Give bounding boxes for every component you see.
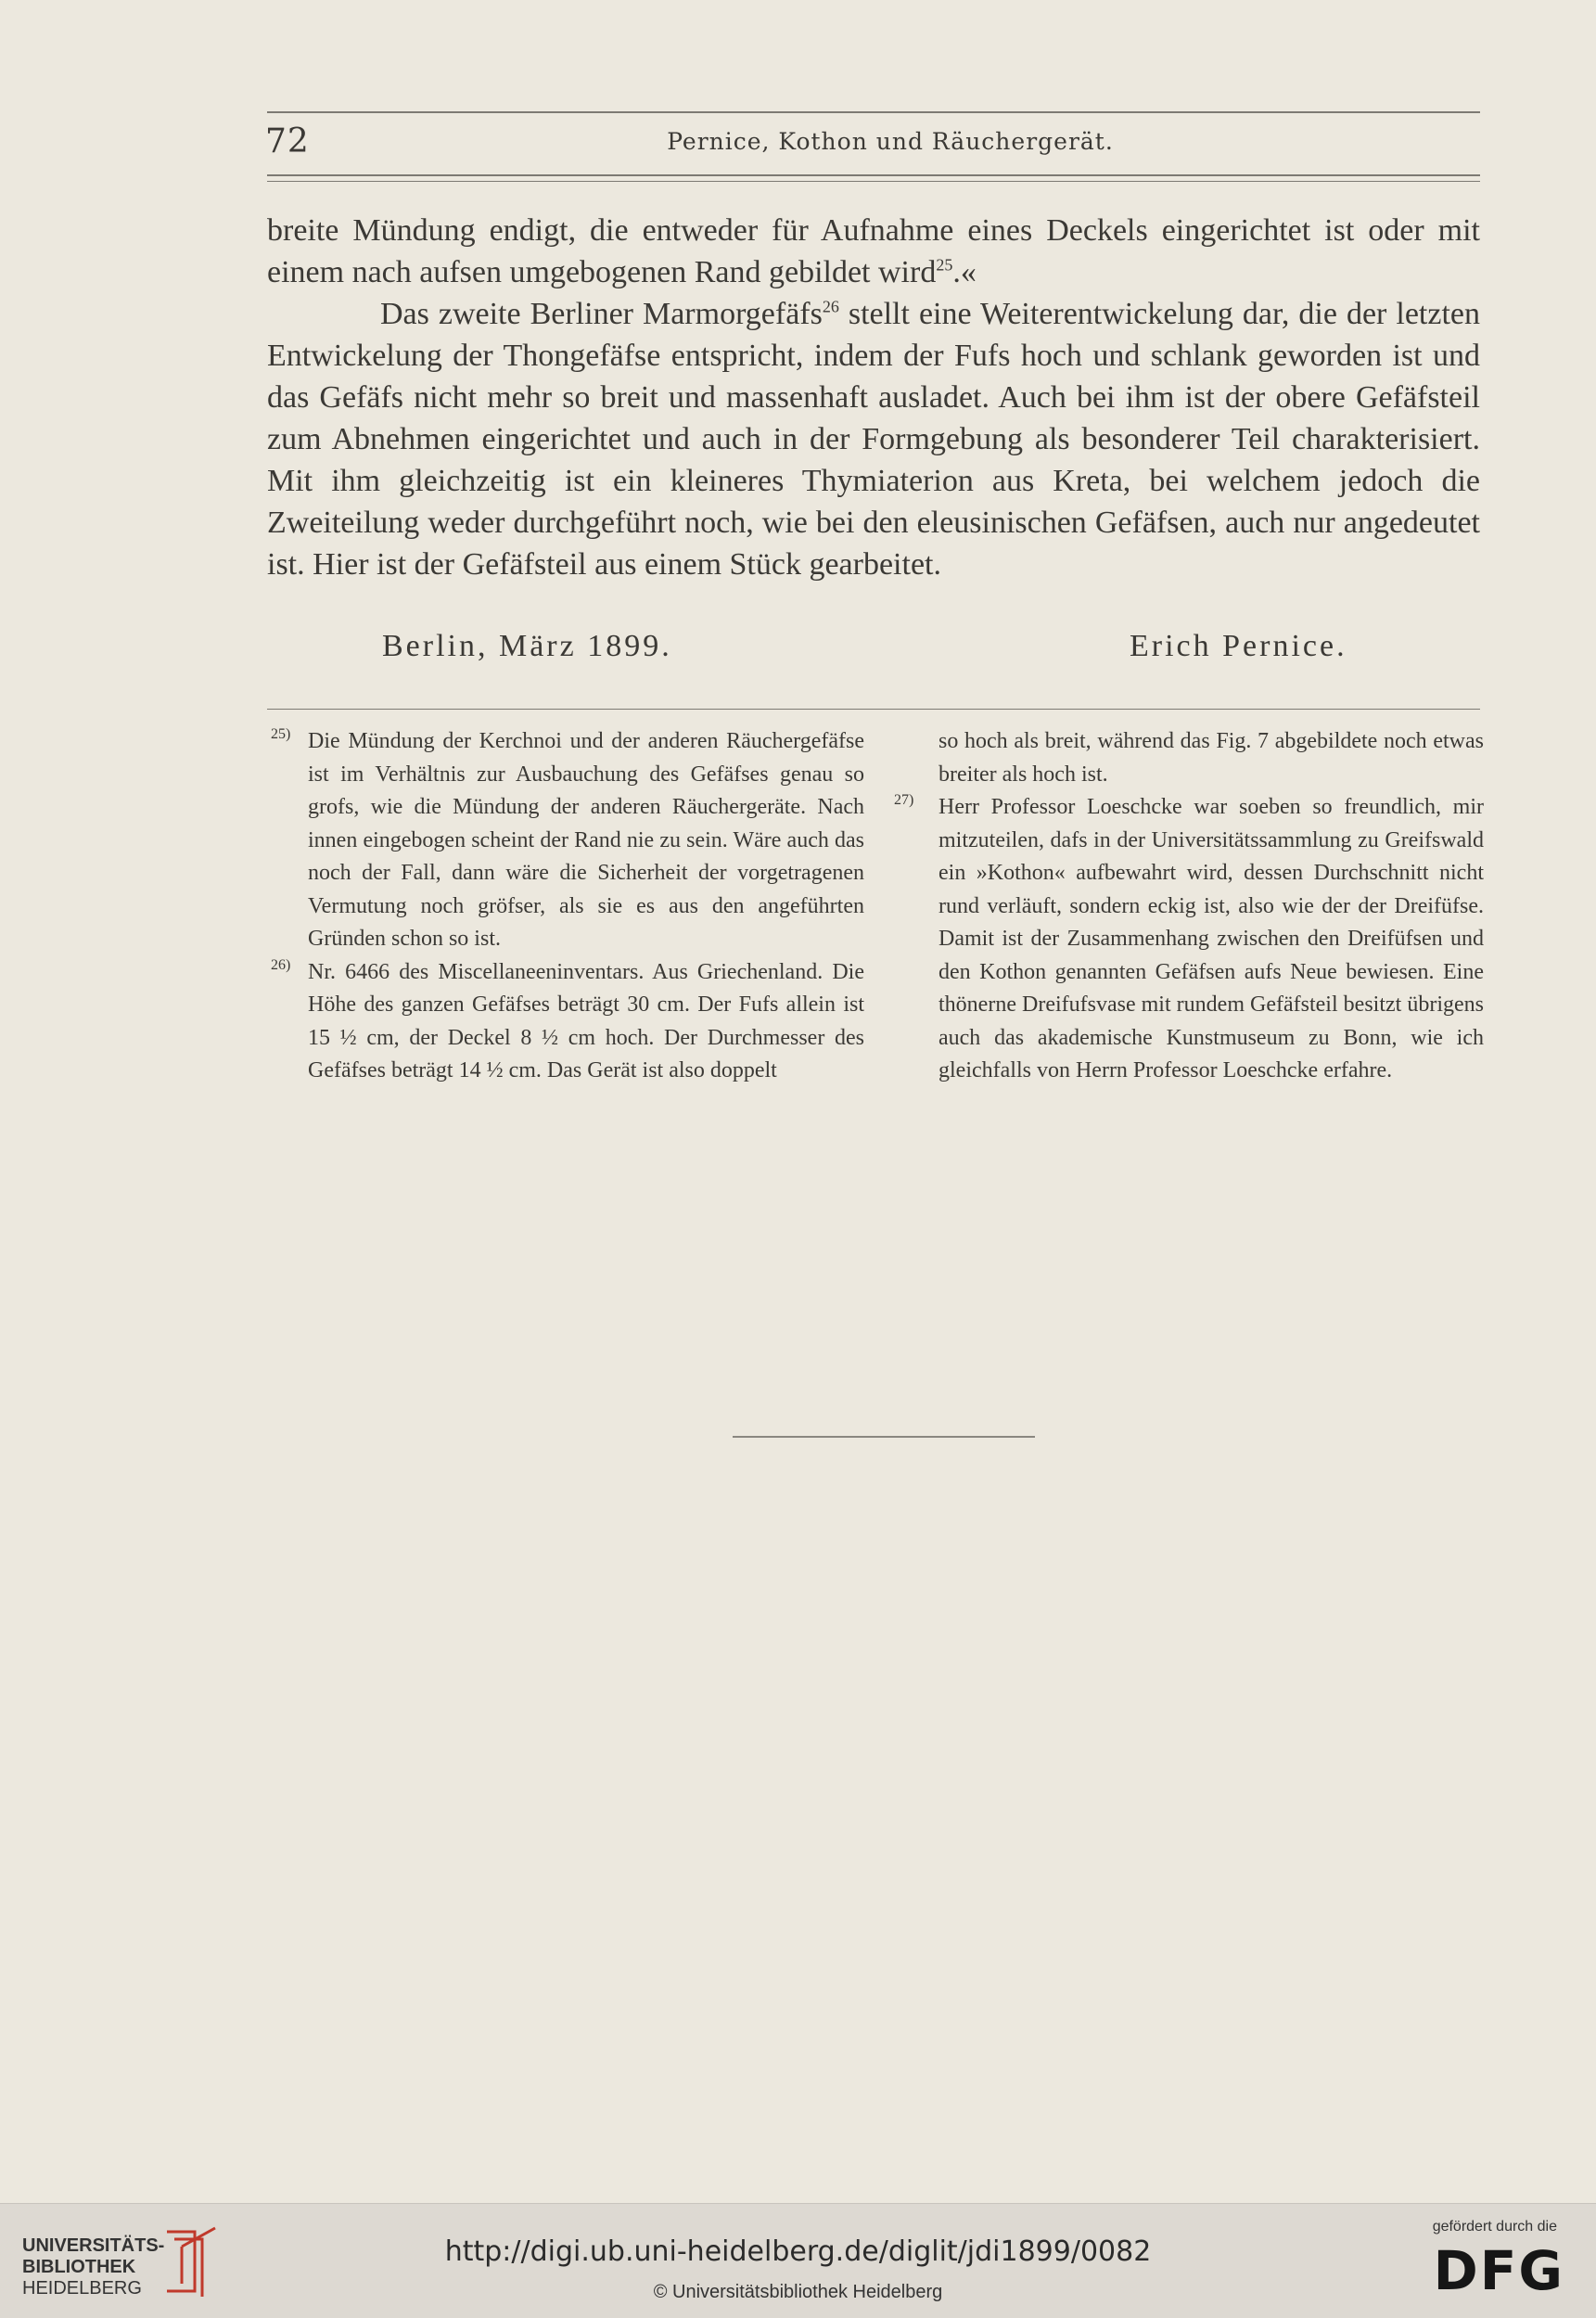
footnote-separator — [267, 709, 1480, 710]
footnote-25-text: Die Mündung der Kerchnoi und der anderen Räuchergefäfse ist im Verhältnis zur Ausbauchung des Gefäfses genau so grofs, wie die Mündung der anderen Räuchergeräte. Nach innen eingebogen scheint der Rand nie zu sein. Wäre auch das noch der Fall, dann wäre die Sicherheit der vorgetragenen Vermutung noch gröfser, als sie es aus den angeführten Gründen schon so ist. — [308, 729, 864, 951]
footnote-26-continued — [938, 725, 1484, 791]
paragraph-2-text-b: stellt eine Weiterentwickelung dar, die der letzten Entwickelung der Thongefäfse entspricht, indem der Fufs hoch und schlank geworden ist und das Gefäfs nicht mehr so breit und massenhaft ausladet. Auch bei ihm ist der obere Gefäfsteil zum Abnehmen eingerichtet und auch in der Formgebung als besonderer Teil charakterisiert. Mit ihm gleichzeitig ist ein kleineres Thymiaterion aus Kreta, bei welchem jedoch die Zweiteilung weder durchgeführt noch, wie bei den eleusinischen Gefäfsen, auch nur angedeutet ist. Hier ist der Gefäfsteil aus einem Stück gearbeitet. — [267, 297, 1480, 582]
footer-bar — [0, 2203, 1596, 2318]
footnote-27-mark: 27) — [894, 792, 914, 808]
header-bottom-rule — [267, 174, 1480, 176]
paragraph-2 — [267, 293, 1480, 585]
library-name-line-2: BIBLIOTHEK — [22, 2257, 136, 2277]
paragraph-2-text-a: Das zweite Berliner Marmorgefäfs — [380, 297, 823, 331]
library-name-line-3: HEIDELBERG — [22, 2278, 142, 2299]
footnote-26-continued-text: so hoch als breit, während das Fig. 7 abgebildete noch etwas breiter als hoch ist. — [938, 729, 1484, 787]
place-date: Berlin, März 1899. — [382, 629, 672, 663]
footnote-25-mark: 25) — [271, 726, 291, 742]
footnote-27-text: Herr Professor Loeschcke war soeben so freundlich, mir mitzuteilen, dafs in der Universitätssammlung zu Greifswald ein »Kothon« aufbewahrt wird, dessen Durchschnitt nicht rund verläuft, sondern eckig ist, also wie der der Dreifüfse. Damit ist der Zusammenhang zwischen den Dreifüfsen und den Kothon genannten Gefäfsen aufs Neue bewiesen. Eine thönerne Dreifufsvase mit rundem Gefäfsteil besitzt übrigens auch das akademische Kunstmuseum zu Bonn, wie ich gleichfalls von Herrn Professor Loeschcke erfahre. — [938, 795, 1484, 1082]
footnotes-right-column — [894, 725, 1484, 1088]
footnote-26-mark: 26) — [271, 956, 291, 973]
footnote-ref-25: 25 — [936, 255, 953, 275]
header-top-rule — [267, 111, 1480, 113]
dfg-logo-icon: DFG — [1433, 2239, 1564, 2302]
page-number: 72 — [265, 122, 310, 160]
footnote-26 — [271, 956, 864, 1088]
footnote-26-text: Nr. 6466 des Miscellaneeninventars. Aus Griechenland. Die Höhe des ganzen Gefäfses beträgt 30 cm. Der Fufs allein ist 15 ½ cm, der Deckel 8 ½ cm hoch. Der Durchmesser des Gefäfses beträgt 14 ½ cm. Das Gerät ist also doppelt — [308, 959, 864, 1082]
running-title: Pernice, Kothon und Räuchergerät. — [667, 128, 1114, 155]
main-text — [267, 210, 1480, 585]
footnote-ref-26: 26 — [822, 297, 839, 316]
permalink-url[interactable]: http://digi.ub.uni-heidelberg.de/diglit/jdi1899/0082 — [444, 2235, 1152, 2268]
author-signature: Erich Pernice. — [1130, 629, 1347, 663]
library-name-line-1: UNIVERSITÄTS- — [22, 2235, 165, 2256]
footnote-27 — [894, 791, 1484, 1088]
paragraph-1-text: breite Mündung endigt, die entweder für Aufnahme eines Deckels eingerichtet ist oder mit einem nach aufsen umgebogenen Rand gebildet wird — [267, 213, 1480, 289]
header-bottom-rule-thin — [267, 181, 1480, 182]
footnote-25 — [271, 725, 864, 956]
paragraph-1-end: .« — [952, 255, 977, 289]
footnotes-left-column — [271, 725, 864, 1088]
copyright-notice: © Universitätsbibliothek Heidelberg — [653, 2282, 943, 2302]
closing-rule — [733, 1436, 1035, 1438]
funder-caption: gefördert durch die — [1432, 2219, 1557, 2235]
paragraph-1 — [267, 210, 1480, 293]
